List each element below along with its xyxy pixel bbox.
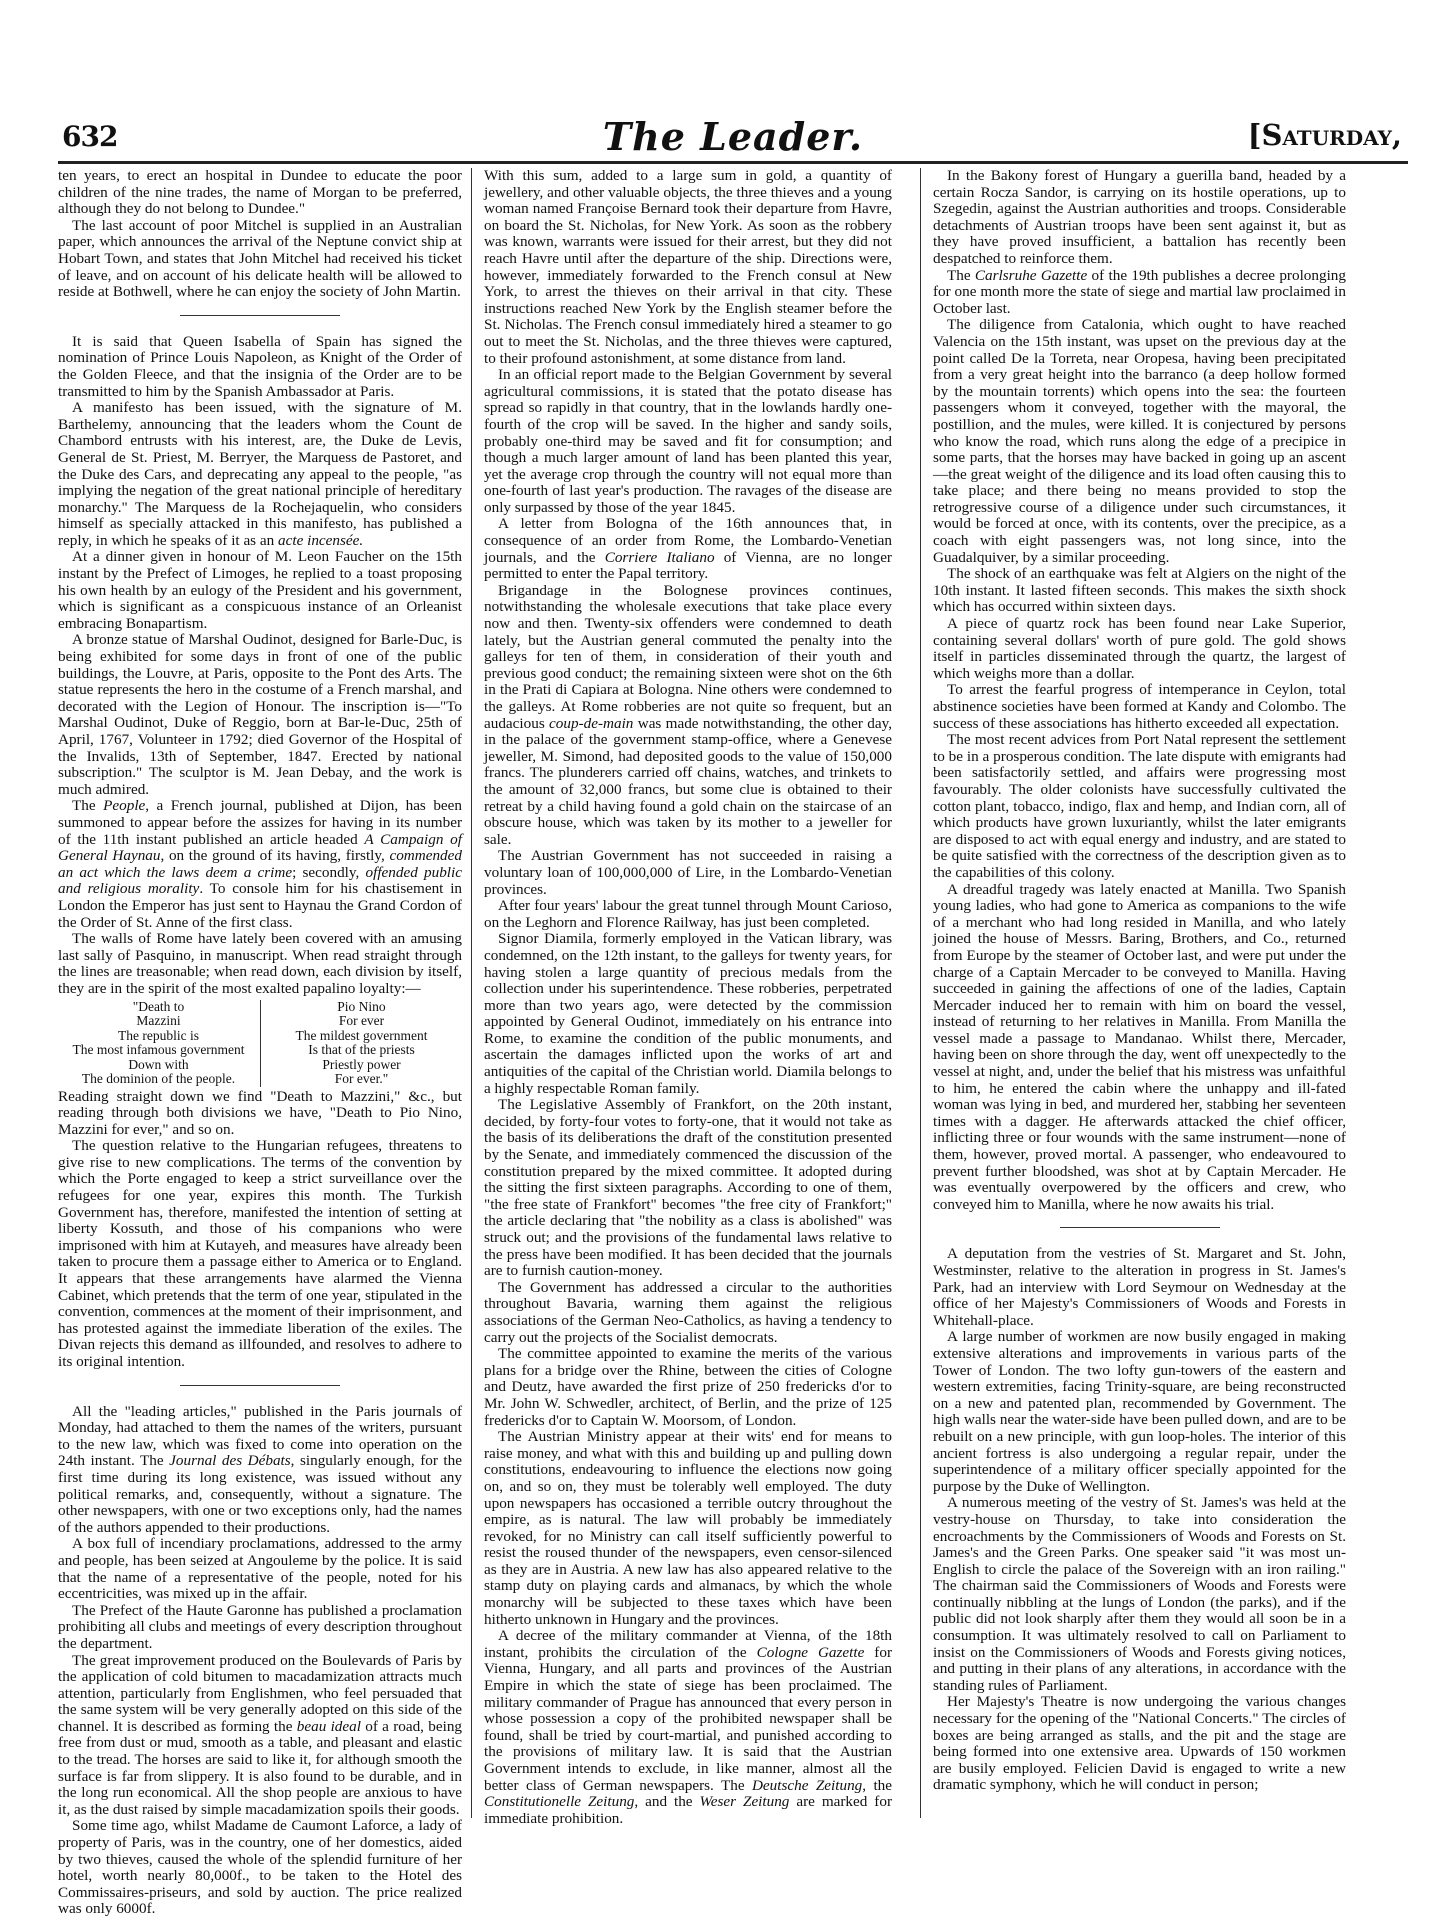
poem-line: The most infamous government — [72, 1042, 245, 1057]
text-run: The — [72, 797, 104, 815]
column-divider — [920, 168, 921, 1818]
text-run: was made notwithstanding, the other day, in the palace of the government stamp-office, where a Genevese jeweller, M. Simond, had deposited goods to the value of 150,000 francs. The plunderers carried off chains, watches, and trinkets to the amount of 32,000 francs, but some clue is obtained to their retreat by a child having found a gold chain on the staircase of an obscure house, which was taken by its mother to a jeweller for sale. — [484, 714, 892, 848]
article-paragraph: Reading straight down we find "Death to Mazzini," &c., but reading through both divisions we have, "Death to Pio Nino, Mazzini for ever," and so on. — [58, 1087, 462, 1138]
header-rule — [58, 161, 1408, 164]
article-paragraph: After four years' labour the great tunnel through Mount Carioso, on the Leghorn and Florence Railway, has just been completed. — [484, 897, 892, 931]
italic-text: Constitutionelle Zeitung — [484, 1793, 635, 1811]
section-separator — [180, 1385, 340, 1386]
text-run: All the "leading articles," published in the Paris journals of Monday, had attached to them the names of the writers, pursuant to the new law, which was fixed to come into operation on the 24th instant. The — [58, 1402, 462, 1470]
poem-line: For ever." — [334, 1071, 389, 1086]
italic-text: coup-de-main — [549, 714, 634, 732]
article-paragraph: The Government has addressed a circular to the authorities throughout Bavaria, warning them against the religious associations of the German Neo-Catholics, as having a tendency to carry out the projects of the Socialist democrats. — [484, 1278, 892, 1346]
article-paragraph: At a dinner given in honour of M. Leon Faucher on the 15th instant by the Prefect of Limoges, he replied to a toast proposing his own health by an eulogy of the President and his government, which is significant as a conspicuous instance of an Orleanist embracing Bonapartism. — [58, 548, 462, 632]
text-run: are marked for immediate prohibition. — [484, 1793, 893, 1827]
article-paragraph: The most recent advices from Port Natal represent the settlement to be in a prosperous condition. The late dispute with emigrants had been satisfactorily settled, and affairs were progressing most favourably. The older colonists have successfully cultivated the cotton plant, tobacco, indigo, flax and hemp, and Indian corn, all of which products have grown luxuriantly, whilst the later emigrants are disposed to act with equal energy and industry, and are stated to be quite satisfied with the correctness of the description given as to the capabilities of this colony. — [933, 731, 1346, 881]
poem-line: The republic is — [118, 1027, 199, 1043]
text-run: A decree of the military commander at Vienna, of the 18th instant, prohibits the circulation of the — [484, 1627, 892, 1661]
article-paragraph: To arrest the fearful progress of intemperance in Ceylon, total abstinence societies have been formed at Kandy and Colombo. The success of these associations has hitherto exceeded all expectation. — [933, 681, 1346, 732]
page-number: 632 — [62, 120, 118, 153]
article-paragraph — [484, 583, 892, 849]
page-header — [58, 112, 1408, 162]
italic-text: Cologne Gazette — [756, 1643, 865, 1661]
article-paragraph — [58, 1653, 462, 1819]
article-paragraph: With this sum, added to a large sum in gold, a quantity of jewellery, and other valuable objects, the three thieves and a young woman named Françoise Bernard took their departure from Havre, on board the St. Nicholas, for New York. As soon as the robbery was known, warrants were issued for their arrest, but they did not reach Havre until after the departure of the ship. Directions were, however, immediately forwarded to the French consul at New York, to arrest the thieves on their arrival in that city. These instructions reached New York by the English steamer before the St. Nicholas. The French consul immediately hired a steamer to go out to meet the St. Nicholas, and the three thieves were captured, to their profound astonishment, at some distance from land. — [484, 167, 892, 367]
article-paragraph: The shock of an earthquake was felt at Algiers on the night of the 10th instant. It lasted fifteen seconds. This makes the sixth shock which has occurred within sixteen days. — [933, 565, 1346, 616]
text-run: , on the ground of its having, firstly, — [160, 847, 390, 865]
text-run: . To console him for his chastisement in London the Emperor has just sent to Haynau the Grand Cordon of the Order of St. Anne of the first class. — [58, 880, 463, 931]
text-run: of a road, being free from dust or mud, smooth as a table, and pleasant and elastic to the tread. The horses are said to like it, for although smooth the surface is far from slippery. It is also found to be durable, and in the long run economical. All the shop people are anxious to have it, as the dust raised by simple macadamization spoils their goods. — [58, 1717, 463, 1818]
italic-text: offended public and religious morality — [58, 863, 462, 898]
poem-line: The mildest government — [295, 1027, 428, 1043]
article-paragraph: A deputation from the vestries of St. Margaret and St. John, Westminster, relative to the alteration in progress in St. James's Park, had an interview with Lord Seymour on Wednesday at the office of her Majesty's Commissioners of Woods and Forests in Whitehall-place. — [933, 1245, 1346, 1329]
article-paragraph: The Austrian Ministry appear at their wits' end for means to raise money, and what with this and building up and pulling down constitutions, endeavouring to influence the elections now going on, and so on, they must be tolerably well employed. The duty upon newspapers has occasioned a terrible outcry throughout the empire, as is natural. The law will probably be immediately revoked, for no Ministry can call itself sufficiently powerful to resist the roused thunder of the newspapers, even censor-silenced as they are in Austria. A new law has also appeared relative to the stamp duty on playing cards and almanacs, by which the whole monarchy will be subjected to these taxes which have been hitherto unknown in Hungary and the provinces. — [484, 1428, 892, 1628]
italic-text: Weser Zeitung — [699, 1793, 790, 1811]
issue-day: [Saturday, — [1247, 118, 1402, 152]
article-paragraph — [484, 1628, 892, 1827]
poem-right-half — [261, 1000, 457, 1087]
text-run: for Vienna, Hungary, and all parts and provinces of the Austrian Empire in which the state of siege has been proclaimed. The military commander of Prague has announced that every person in whose possession a copy of the prohibited newspaper shall be found, shall be tried by court-martial, and punished according to the provisions of military law. It is said that the Austrian Government intends to exclude, in like manner, almost all the better class of German newspapers. The — [484, 1643, 892, 1794]
italic-text: Corriere Italiano — [604, 548, 715, 566]
italic-text: commended an act which the laws deem a crime — [58, 847, 462, 881]
article-paragraph: The walls of Rome have lately been covered with an amusing last sally of Pasquino, in manuscript. When read straight through the lines are treasonable; when read down, each division by itself, they are in the spirit of the most exalted papalino loyalty:— — [58, 930, 462, 997]
article-paragraph: The Prefect of the Haute Garonne has published a proclamation prohibiting all clubs and meetings of every description throughout the department. — [58, 1601, 462, 1652]
text-run: A letter from Bologna of the 16th announces that, in consequence of an order from Rome, the Lombardo-Venetian journals, and the — [484, 515, 892, 566]
column-3 — [933, 168, 1346, 1794]
text-run: of Vienna, are no longer permitted to enter the Papal territory. — [484, 548, 892, 583]
poem-line: Down with — [128, 1056, 189, 1072]
article-paragraph: A large number of workmen are now busily engaged in making extensive alterations and improvements in various parts of the Tower of London. The two lofty gun-towers of the eastern and western extremities, facing Trinity-square, are being reconstructed on a new and patented plan, recommended by Government. The high walls near the water-side have been pulled down, and are to be rebuilt on a new principle, with gun loop-holes. The interior of this ancient fortress is also undergoing a regular repair, under the superintendence of a military officer specially appointed for the purpose by the Duke of Wellington. — [933, 1328, 1346, 1495]
article-paragraph: In the Bakony forest of Hungary a guerilla band, headed by a certain Rocza Sandor, is carrying on its hostile operations, up to Szegedin, against the Austrian authorities and troops. Considerable detachments of Austrian troops have been sent against it, but as they have proved insufficient, a battalion has recently been despatched to reinforce them. — [933, 167, 1346, 267]
section-separator — [180, 315, 340, 316]
text-run: A manifesto has been issued, with the signature of M. Barthelemy, announcing that the leaders whom the Count de Chambord entrusts with his interest, are, the Duke de Levis, General de St. Priest, M. Berryer, the Marquess de Pastoret, and the Duke des Cars, and deprecating any appeal to the people, "as implying the negation of the great national principle of hereditary monarchy." The Marquess de la Rochejaquelin, who considers himself as specially attacked in this manifesto, has published a reply, in which he speaks of it as an — [58, 399, 462, 549]
italic-text: Carlsruhe Gazette — [974, 266, 1088, 284]
article-paragraph: A bronze statue of Marshal Oudinot, designed for Barle-Duc, is being exhibited for some days in front of one of the public buildings, the Louvre, at Paris, opposite to the Pont des Arts. The statue represents the hero in the costume of a French marshal, and decorated with the Legion of Honour. The inscription is—"To Marshal Oudinot, Duke of Reggio, born at Bar-le-Duc, 25th of April, 1767, Volunteer in 1792; died Governor of the Hospital of the Invalids, 13th of September, 1847. Erected by national subscription." The sculptor is M. Jean Debay, and the work is much admired. — [58, 631, 462, 798]
article-paragraph: A box full of incendiary proclamations, addressed to the army and people, has been seized at Angouleme by the police. It is said that the name of a representative of the people, noted for his eccentricities, was mixed up in the affair. — [58, 1535, 462, 1603]
poem-line: "Death to — [132, 998, 185, 1014]
poem-line: Is that of the priests — [308, 1042, 415, 1057]
article-paragraph: Some time ago, whilst Madame de Caumont Laforce, a lady of property of Paris, was in the country, one of her domestics, aided by two thieves, caused the whole of the splendid furniture of her hotel, worth nearly 80,000f., to be taken to the Hotel des Commissaires-priseurs, and sold by auction. The price realized was only 6000f. — [58, 1817, 462, 1918]
column-2 — [484, 168, 892, 1827]
article-paragraph: A piece of quartz rock has been found near Lake Superior, containing several dollars' worth of pure gold. The gold shows itself in particles disseminated through the quartz, the largest of which weighs more than a dollar. — [933, 615, 1346, 682]
article-paragraph — [58, 400, 462, 549]
pasquino-poem — [58, 1000, 462, 1087]
masthead-title: The Leader. — [602, 114, 864, 159]
poem-left-half — [64, 1000, 261, 1087]
article-paragraph: ten years, to erect an hospital in Dundee to educate the poor children of the nine trades, the name of Morgan to be preferred, although they do not belong to Dundee." — [58, 167, 462, 218]
text-run: , the — [862, 1776, 892, 1794]
italic-text: beau ideal — [296, 1717, 361, 1735]
text-run: , and the — [634, 1793, 700, 1811]
italic-text: Deutsche Zeitung — [751, 1776, 863, 1794]
article-paragraph: Signor Diamila, formerly employed in the Vatican library, was condemned, on the 12th instant, to the galleys for twenty years, for having stolen a large quantity of precious medals from the collection under his superintendence. These robberies, perpetrated more than two years ago, were detected by the commission appointed by General Oudinot, immediately on his entrance into Rome, to examine the condition of the public monuments, and ascertain the damages inflicted upon the works of art and antiquities of the capital of the Christian world. Diamila belongs to a highly respectable Roman family. — [484, 930, 892, 1097]
article-paragraph: The question relative to the Hungarian refugees, threatens to give rise to new complications. The terms of the convention by which the Porte engaged to keep a strict surveillance over the refugees for one year, expires this month. The Turkish Government has, therefore, manifested the intention of setting at liberty Kossuth, and those of his companions who were imprisoned with him at Kutayeh, and measures have already been taken to procure them a passage either to America or to England. It appears that these arrangements have alarmed the Vienna Cabinet, which pretends that the term of one year, stipulated in the convention, commences at the moment of their imprisonment, and has protested against the immediate liberation of the exiles. The Divan rejects this demand as illfounded, and resolves to adhere to its original intention. — [58, 1137, 462, 1370]
poem-line: For ever — [338, 1013, 385, 1028]
article-paragraph: It is said that Queen Isabella of Spain has signed the nomination of Prince Louis Napoleon, as Knight of the Order of the Golden Fleece, and that the insignia of the Order are to be transmitted to him by the Spanish Ambassador at Paris. — [58, 332, 462, 400]
article-paragraph: The last account of poor Mitchel is supplied in an Australian paper, which announces the arrival of the Neptune convict ship at Hobart Town, and states that John Mitchel had received his ticket of leave, and on account of his delicate health will be allowed to reside at Bothwell, where he can enjoy the society of John Martin. — [58, 216, 462, 301]
italic-text: Journal des Débats — [169, 1452, 291, 1470]
text-run: , a French journal, published at Dijon, has been summoned to appear before the assizes for having in its number of the 11th instant published an article headed — [58, 797, 462, 848]
article-paragraph: The Austrian Government has not succeeded in raising a voluntary loan of 100,000,000 of Lire, in the Lombardo-Venetian provinces. — [484, 847, 892, 898]
text-run: Brigandage in the Bolognese provinces continues, notwithstanding the wholesale executions that take place every now and then. Twenty-six offenders were condemned to death lately, but the Austrian general commuted the penalty into the galleys for ten of them, in consideration of their youth and previous good conduct; the remaining sixteen were shot on the 6th in the Prati di Capiara at Bologna. Nine others were condemned to the galleys. At Rome robberies are not quite so frequent, but an audacious — [484, 581, 892, 732]
poem-line: Priestly power — [322, 1056, 401, 1072]
section-separator — [1060, 1227, 1220, 1228]
article-paragraph: The committee appointed to examine the merits of the various plans for a bridge over the Rhine, between the cities of Cologne and Deutz, have awarded the first prize of 250 fredericks d'or to Mr. John W. Schwedler, architect, of Berlin, and the prize of 125 fredericks d'or to Captain W. Moorsom, of London. — [484, 1345, 892, 1429]
italic-text: A Campaign of General Haynau — [58, 830, 462, 865]
poem-line: Pio Nino — [337, 998, 386, 1014]
column-1 — [58, 168, 462, 1918]
article-paragraph: The diligence from Catalonia, which ought to have reached Valencia on the 15th instant, was upset on the previous day at the point called De la Torreta, near Oropesa, having been precipitated from a very great height into the barranco (a deep hollow formed by the mountain torrents) which opens into the sea: the fourteen passengers whom it conveyed, together with the mayoral, the postillion, and the mules, were killed. It is conjectured by persons who know the road, which runs along the edge of a precipice in some parts, that the horses may have backed in going up an ascent—the great weight of the diligence and its load often causing this to take place; and there being no means provided to stop the retrogressive course of a diligence under such circumstances, it would be forced at once, with its contents, over the precipice, as a coach with eight passengers was, not long since, into the Guadalquiver, by a similar proceeding. — [933, 316, 1346, 566]
article-paragraph — [58, 798, 462, 931]
text-run: The great improvement produced on the Boulevards of Paris by the application of cold bitumen to macadamization attracts much attention, particularly from Englishmen, who feel persuaded that the same system will be very generally adopted on this side of the channel. It is described as forming the — [58, 1651, 462, 1735]
article-paragraph: A dreadful tragedy was lately enacted at Manilla. Two Spanish young ladies, who had gone to America as companions to the wife of a merchant who had long resided in Manilla, and who lately joined the house of Messrs. Baring, Brothers, and Co., returned from Europe by the steamer of October last, and were put under the charge of a Captain Mercader to be conveyed to Manilla. Having succeeded in gaining the affections of one of the ladies, Captain Mercader induced her to remain with him on board the vessel, instead of returning to her relatives in Manilla. From Manilla the vessel made a passage to Mandanao. Whilst there, Mercader, having been on shore through the day, went off unexpectedly to the vessel at night, and, under the belief that his mistress was unfaithful to him, he entered the cabin where the unhappy and ill-fated woman was lying in bed, and murdered her, stabbing her seventeen times with a dagger. He afterwards attacked the chief officer, inflicting three or four wounds with the same instrument—none of them, however, proved mortal. A passenger, who endeavoured to prevent further bloodshed, was shot at by Captain Mercader. He was eventually overpowered by the officers and crew, who conveyed him to Manilla, where he now awaits his trial. — [933, 880, 1346, 1213]
text-run: of the 19th publishes a decree prolonging for one month more the state of siege and martial law proclaimed in October last. — [933, 266, 1346, 317]
article-paragraph — [484, 516, 892, 582]
poem-line: Mazzini — [136, 1013, 181, 1028]
text-run: The — [947, 266, 975, 284]
text-run: , singularly enough, for the first time during its long existence, was issued without any political remarks, and, consequently, without a signature. The other newspapers, with one or two exceptions only, had the names of the authors appended to their productions. — [58, 1452, 462, 1536]
article-paragraph: A numerous meeting of the vestry of St. James's was held at the vestry-house on Thursday, to take into consideration the encroachments by the Commissioners of Woods and Forests on St. James's and the Green Parks. One speaker said "it was most un-English to circle the palace of the Sovereign with an iron railing." The chairman said the Commissioners of Woods and Forests were continually nibbling at the lungs of London (the parks), and if the public did not look sharply after them they would all soon be in a consumption. It was ultimately resolved to call on Parliament to insist on the Commissioners of Woods and Forests giving notices, and putting in their plans of any alterations, in accordance with the standing rules of Parliament. — [933, 1494, 1346, 1694]
article-paragraph — [58, 1404, 462, 1537]
italic-text: People — [103, 797, 146, 815]
article-paragraph: In an official report made to the Belgian Government by several agricultural commissions, it is stated that the potato disease has spread so rapidly in that country, that in the lowlands hardly one-fourth of the crop will be saved. In the higher and sandy soils, probably one-third may be saved and fit for consumption; and though a much larger amount of land has been planted this year, yet the average crop through the country will not equal more than one-fourth of last year's production. The ravages of the disease are only surpassed by those of the year 1845. — [484, 366, 892, 516]
column-divider — [471, 168, 472, 1818]
text-run: ; secondly, — [292, 863, 366, 881]
article-paragraph: The Legislative Assembly of Frankfort, on the 20th instant, decided, by forty-four votes to forty-one, that it would not take as the basis of its deliberations the draft of the constitution presented by the Senate, and immediately commenced the discussion of the constitution prepared by the mixed committee. It adopted during the sitting the first sixteen paragraphs. According to one of them, "the free state of Frankfort" becomes "the free city of Frankfort;" the article declaring that "the nobility as a class is abolished" was struck out; and the provisions of the fundamental laws relative to the press have been modified. It has been decided that the journals are to furnish caution-money. — [484, 1096, 892, 1280]
article-paragraph: Her Majesty's Theatre is now undergoing the various changes necessary for the opening of the "National Concerts." The circles of boxes are being arranged as stalls, and the pit and the stage are being formed into one extensive area. Upwards of 150 workmen are busily employed. Felicien David is engaged to write a new dramatic symphony, which he will conduct in person; — [933, 1693, 1346, 1794]
article-paragraph — [933, 268, 1346, 318]
poem-line: The dominion of the people. — [81, 1071, 236, 1086]
italic-text: acte incensée. — [278, 531, 364, 549]
